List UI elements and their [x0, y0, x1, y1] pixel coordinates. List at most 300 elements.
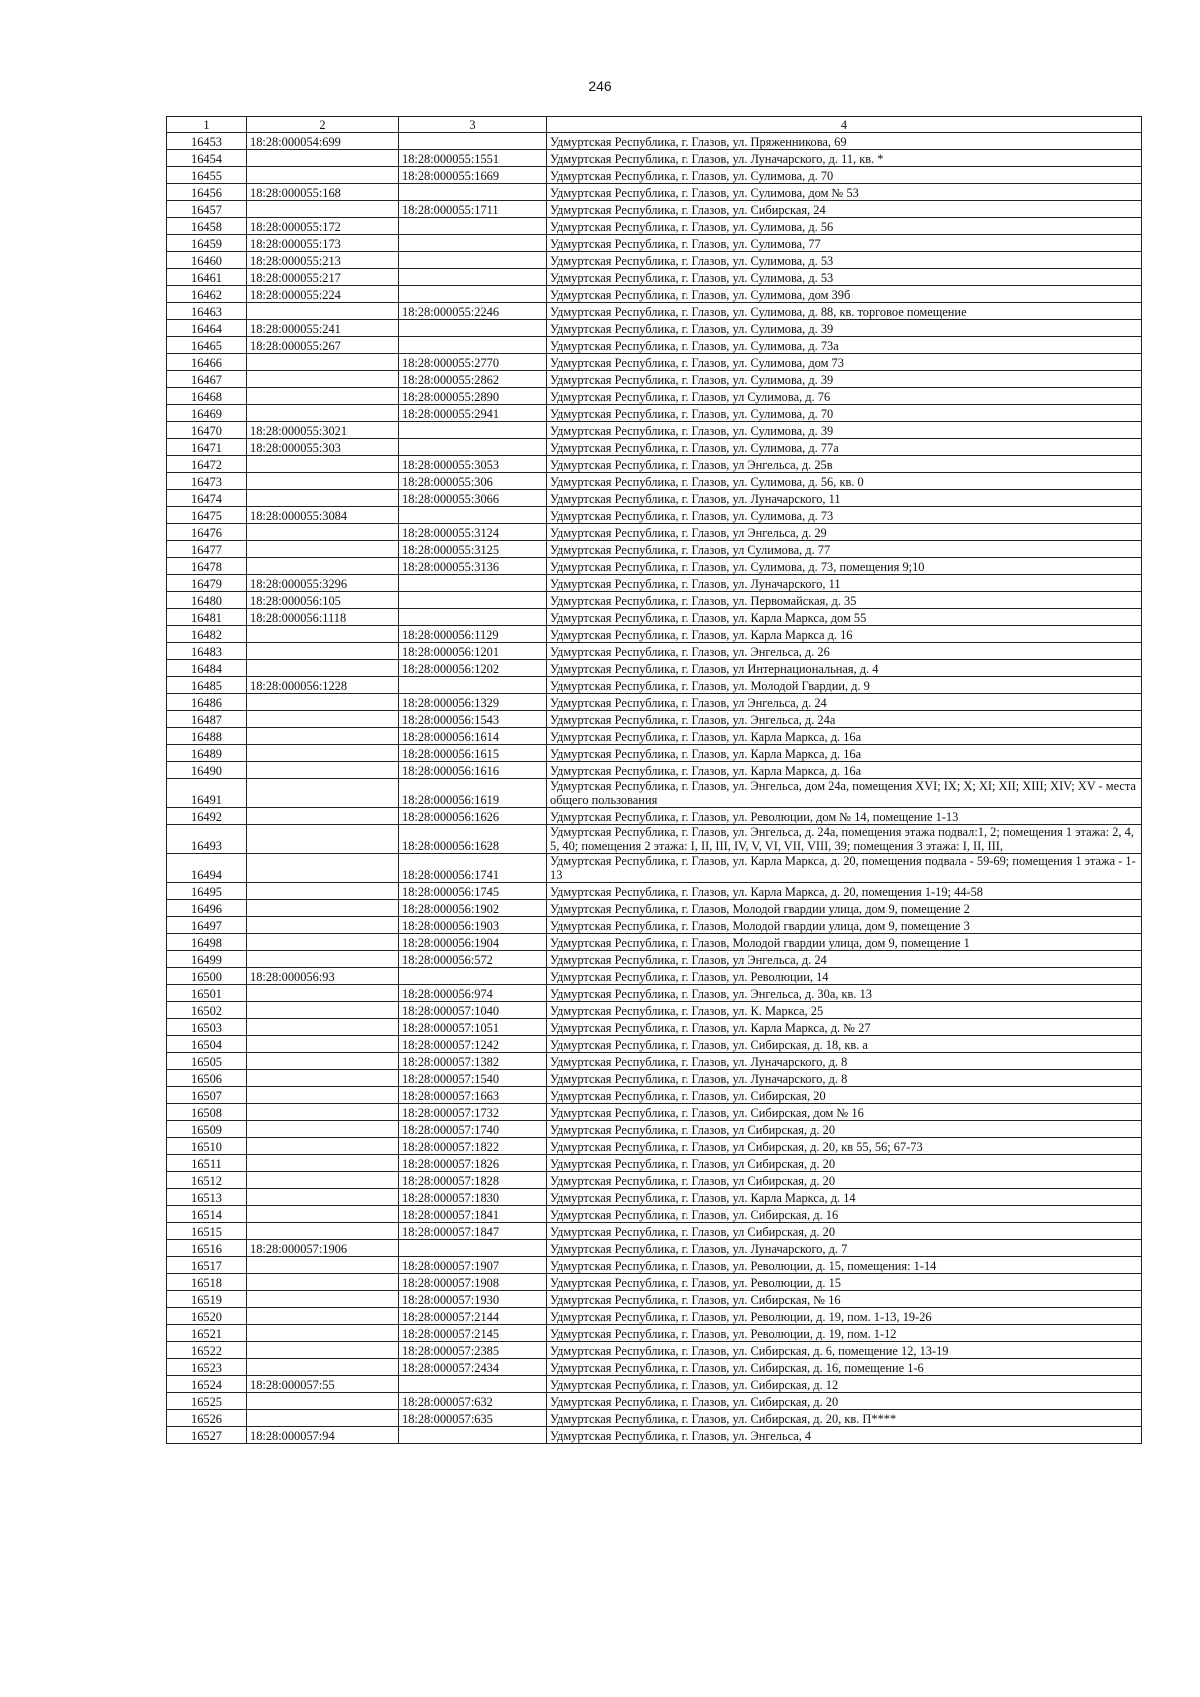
cadastral-number-cell — [247, 388, 399, 405]
address-cell: Удмуртская Республика, г. Глазов, ул. Энгельса, д. 24а — [547, 711, 1142, 728]
building-cadastral-number-cell: 18:28:000056:1616 — [399, 762, 547, 779]
row-number-cell: 16512 — [167, 1172, 247, 1189]
table-row — [167, 762, 1142, 779]
row-number-cell: 16522 — [167, 1342, 247, 1359]
building-cadastral-number-cell: 18:28:000056:1745 — [399, 883, 547, 900]
cadastral-number-cell: 18:28:000055:224 — [247, 286, 399, 303]
table-row — [167, 1223, 1142, 1240]
address-cell: Удмуртская Республика, г. Глазов, ул. Луначарского, 11 — [547, 575, 1142, 592]
table-row — [167, 1019, 1142, 1036]
building-cadastral-number-cell: 18:28:000055:2862 — [399, 371, 547, 388]
cadastral-number-cell — [247, 694, 399, 711]
row-number-cell: 16472 — [167, 456, 247, 473]
building-cadastral-number-cell — [399, 286, 547, 303]
table-row — [167, 1376, 1142, 1393]
address-cell: Удмуртская Республика, г. Глазов, Молодой гвардии улица, дом 9, помещение 2 — [547, 900, 1142, 917]
row-number-cell: 16494 — [167, 854, 247, 883]
address-cell: Удмуртская Республика, г. Глазов, ул Сулимова, д. 76 — [547, 388, 1142, 405]
building-cadastral-number-cell: 18:28:000057:1242 — [399, 1036, 547, 1053]
row-number-cell: 16482 — [167, 626, 247, 643]
table-row — [167, 677, 1142, 694]
cadastral-number-cell — [247, 524, 399, 541]
table-row — [167, 150, 1142, 167]
table-row — [167, 320, 1142, 337]
cadastral-number-cell — [247, 354, 399, 371]
address-cell: Удмуртская Республика, г. Глазов, ул. Сибирская, д. 6, помещение 12, 13-19 — [547, 1342, 1142, 1359]
cadastral-number-cell — [247, 883, 399, 900]
table-row — [167, 711, 1142, 728]
row-number-cell: 16491 — [167, 779, 247, 808]
row-number-cell: 16520 — [167, 1308, 247, 1325]
address-cell: Удмуртская Республика, г. Глазов, ул. Карла Маркса, дом 55 — [547, 609, 1142, 626]
address-cell: Удмуртская Республика, г. Глазов, ул. Луначарского, д. 11, кв. * — [547, 150, 1142, 167]
address-cell: Удмуртская Республика, г. Глазов, ул Сибирская, д. 20 — [547, 1172, 1142, 1189]
table-row — [167, 1291, 1142, 1308]
cadastral-number-cell: 18:28:000054:699 — [247, 133, 399, 150]
table-row — [167, 1087, 1142, 1104]
table-row — [167, 184, 1142, 201]
cadastral-number-cell — [247, 745, 399, 762]
table-row — [167, 337, 1142, 354]
row-number-cell: 16493 — [167, 825, 247, 854]
building-cadastral-number-cell — [399, 133, 547, 150]
address-cell: Удмуртская Республика, г. Глазов, ул. Энгельса, дом 24а, помещения XVI; IX; X; XI; XII; XIII; XIV; XV - места общего пользования — [547, 779, 1142, 808]
building-cadastral-number-cell: 18:28:000057:1540 — [399, 1070, 547, 1087]
building-cadastral-number-cell — [399, 1427, 547, 1444]
address-cell: Удмуртская Республика, г. Глазов, ул. Первомайская, д. 35 — [547, 592, 1142, 609]
address-cell: Удмуртская Республика, г. Глазов, ул. Сибирская, № 16 — [547, 1291, 1142, 1308]
address-cell: Удмуртская Республика, г. Глазов, ул. Сулимова, дом № 53 — [547, 184, 1142, 201]
row-number-cell: 16503 — [167, 1019, 247, 1036]
table-row — [167, 1359, 1142, 1376]
cadastral-number-cell — [247, 201, 399, 218]
row-number-cell: 16460 — [167, 252, 247, 269]
building-cadastral-number-cell: 18:28:000056:1202 — [399, 660, 547, 677]
address-cell: Удмуртская Республика, г. Глазов, ул. Карла Маркса, д. № 27 — [547, 1019, 1142, 1036]
cadastral-number-cell — [247, 643, 399, 660]
row-number-cell: 16453 — [167, 133, 247, 150]
cadastral-number-cell: 18:28:000055:267 — [247, 337, 399, 354]
cadastral-number-cell: 18:28:000056:105 — [247, 592, 399, 609]
cadastral-number-cell — [247, 917, 399, 934]
row-number-cell: 16476 — [167, 524, 247, 541]
row-number-cell: 16495 — [167, 883, 247, 900]
cadastral-number-cell — [247, 1019, 399, 1036]
building-cadastral-number-cell: 18:28:000056:1902 — [399, 900, 547, 917]
cadastral-number-cell: 18:28:000055:172 — [247, 218, 399, 235]
building-cadastral-number-cell: 18:28:000055:306 — [399, 473, 547, 490]
table-row — [167, 1274, 1142, 1291]
table-row — [167, 1393, 1142, 1410]
cadastral-number-cell: 18:28:000055:168 — [247, 184, 399, 201]
building-cadastral-number-cell — [399, 218, 547, 235]
address-cell: Удмуртская Республика, г. Глазов, ул. Луначарского, д. 8 — [547, 1070, 1142, 1087]
row-number-cell: 16465 — [167, 337, 247, 354]
cadastral-number-cell — [247, 808, 399, 825]
row-number-cell: 16481 — [167, 609, 247, 626]
address-cell: Удмуртская Республика, г. Глазов, ул. Революции, д. 19, пом. 1-13, 19-26 — [547, 1308, 1142, 1325]
address-cell: Удмуртская Республика, г. Глазов, ул. Сулимова, д. 53 — [547, 269, 1142, 286]
building-cadastral-number-cell: 18:28:000055:2770 — [399, 354, 547, 371]
address-cell: Удмуртская Республика, г. Глазов, ул Энгельса, д. 25в — [547, 456, 1142, 473]
building-cadastral-number-cell — [399, 235, 547, 252]
cadastral-number-cell — [247, 1036, 399, 1053]
cadastral-number-cell — [247, 1410, 399, 1427]
building-cadastral-number-cell: 18:28:000055:2941 — [399, 405, 547, 422]
address-cell: Удмуртская Республика, г. Глазов, ул. Сулимова, д. 88, кв. торговое помещение — [547, 303, 1142, 320]
cadastral-number-cell — [247, 985, 399, 1002]
cadastral-number-cell — [247, 303, 399, 320]
row-number-cell: 16488 — [167, 728, 247, 745]
building-cadastral-number-cell: 18:28:000056:1614 — [399, 728, 547, 745]
address-cell: Удмуртская Республика, г. Глазов, ул. Сибирская, д. 12 — [547, 1376, 1142, 1393]
building-cadastral-number-cell: 18:28:000057:1830 — [399, 1189, 547, 1206]
table-row — [167, 1172, 1142, 1189]
address-cell: Удмуртская Республика, г. Глазов, ул. Сибирская, 20 — [547, 1087, 1142, 1104]
building-cadastral-number-cell: 18:28:000056:1626 — [399, 808, 547, 825]
table-row — [167, 388, 1142, 405]
address-cell: Удмуртская Республика, г. Глазов, ул Энгельса, д. 24 — [547, 951, 1142, 968]
building-cadastral-number-cell — [399, 592, 547, 609]
building-cadastral-number-cell: 18:28:000055:1669 — [399, 167, 547, 184]
row-number-cell: 16499 — [167, 951, 247, 968]
table-row — [167, 1070, 1142, 1087]
row-number-cell: 16517 — [167, 1257, 247, 1274]
cadastral-number-cell — [247, 1393, 399, 1410]
building-cadastral-number-cell — [399, 575, 547, 592]
row-number-cell: 16505 — [167, 1053, 247, 1070]
address-cell: Удмуртская Республика, г. Глазов, ул. Энгельса, д. 30а, кв. 13 — [547, 985, 1142, 1002]
building-cadastral-number-cell: 18:28:000056:1741 — [399, 854, 547, 883]
row-number-cell: 16508 — [167, 1104, 247, 1121]
cadastral-number-cell — [247, 541, 399, 558]
table-row — [167, 951, 1142, 968]
cadastral-number-cell — [247, 779, 399, 808]
address-cell: Удмуртская Республика, г. Глазов, ул. Пряженникова, 69 — [547, 133, 1142, 150]
cadastral-number-cell: 18:28:000056:93 — [247, 968, 399, 985]
address-cell: Удмуртская Республика, г. Глазов, ул. Сулимова, д. 56 — [547, 218, 1142, 235]
cadastral-number-cell — [247, 473, 399, 490]
address-cell: Удмуртская Республика, г. Глазов, ул. Карла Маркса, д. 16а — [547, 762, 1142, 779]
cadastral-number-cell — [247, 762, 399, 779]
row-number-cell: 16457 — [167, 201, 247, 218]
address-cell: Удмуртская Республика, г. Глазов, ул Энгельса, д. 29 — [547, 524, 1142, 541]
cadastral-number-cell: 18:28:000057:55 — [247, 1376, 399, 1393]
row-number-cell: 16463 — [167, 303, 247, 320]
row-number-cell: 16462 — [167, 286, 247, 303]
building-cadastral-number-cell: 18:28:000055:1551 — [399, 150, 547, 167]
building-cadastral-number-cell — [399, 968, 547, 985]
row-number-cell: 16464 — [167, 320, 247, 337]
cadastral-number-cell — [247, 951, 399, 968]
row-number-cell: 16500 — [167, 968, 247, 985]
building-cadastral-number-cell: 18:28:000057:1930 — [399, 1291, 547, 1308]
table-header-row — [167, 117, 1142, 133]
cadastral-number-cell — [247, 1104, 399, 1121]
table-row — [167, 405, 1142, 422]
table-row — [167, 1308, 1142, 1325]
table-row — [167, 354, 1142, 371]
row-number-cell: 16459 — [167, 235, 247, 252]
address-cell: Удмуртская Республика, г. Глазов, ул. Карла Маркса, д. 16а — [547, 728, 1142, 745]
address-cell: Удмуртская Республика, г. Глазов, ул. Сулимова, д. 39 — [547, 320, 1142, 337]
row-number-cell: 16524 — [167, 1376, 247, 1393]
cadastral-number-cell: 18:28:000055:3084 — [247, 507, 399, 524]
table-row — [167, 779, 1142, 808]
address-cell: Удмуртская Республика, г. Глазов, ул. Сулимова, д. 70 — [547, 405, 1142, 422]
row-number-cell: 16515 — [167, 1223, 247, 1240]
row-number-cell: 16458 — [167, 218, 247, 235]
cadastral-number-cell — [247, 854, 399, 883]
row-number-cell: 16502 — [167, 1002, 247, 1019]
address-cell: Удмуртская Республика, г. Глазов, ул. К. Маркса, 25 — [547, 1002, 1142, 1019]
address-cell: Удмуртская Республика, г. Глазов, ул. Сулимова, д. 70 — [547, 167, 1142, 184]
building-cadastral-number-cell: 18:28:000055:2246 — [399, 303, 547, 320]
building-cadastral-number-cell: 18:28:000055:3136 — [399, 558, 547, 575]
building-cadastral-number-cell: 18:28:000055:3053 — [399, 456, 547, 473]
cadastral-number-cell — [247, 371, 399, 388]
row-number-cell: 16521 — [167, 1325, 247, 1342]
building-cadastral-number-cell: 18:28:000057:1908 — [399, 1274, 547, 1291]
cadastral-number-cell — [247, 660, 399, 677]
address-cell: Удмуртская Республика, г. Глазов, ул. Энгельса, 4 — [547, 1427, 1142, 1444]
cadastral-number-cell — [247, 626, 399, 643]
column-header-4: 4 — [547, 117, 1142, 133]
table-row — [167, 1104, 1142, 1121]
row-number-cell: 16527 — [167, 1427, 247, 1444]
cadastral-number-cell — [247, 490, 399, 507]
cadastral-number-cell: 18:28:000055:173 — [247, 235, 399, 252]
table-row — [167, 575, 1142, 592]
table-row — [167, 422, 1142, 439]
row-number-cell: 16525 — [167, 1393, 247, 1410]
row-number-cell: 16519 — [167, 1291, 247, 1308]
building-cadastral-number-cell: 18:28:000056:974 — [399, 985, 547, 1002]
row-number-cell: 16484 — [167, 660, 247, 677]
address-cell: Удмуртская Республика, г. Глазов, ул. Сулимова, д. 73, помещения 9;10 — [547, 558, 1142, 575]
table-row — [167, 609, 1142, 626]
cadastral-number-cell — [247, 825, 399, 854]
row-number-cell: 16480 — [167, 592, 247, 609]
address-cell: Удмуртская Республика, г. Глазов, ул. Сибирская, д. 20, кв. П**** — [547, 1410, 1142, 1427]
address-cell: Удмуртская Республика, г. Глазов, ул. Революции, д. 15 — [547, 1274, 1142, 1291]
address-cell: Удмуртская Республика, г. Глазов, ул Сулимова, д. 77 — [547, 541, 1142, 558]
table-row — [167, 694, 1142, 711]
table-row — [167, 808, 1142, 825]
building-cadastral-number-cell — [399, 320, 547, 337]
building-cadastral-number-cell: 18:28:000057:635 — [399, 1410, 547, 1427]
table-row — [167, 1240, 1142, 1257]
table-row — [167, 456, 1142, 473]
table-row — [167, 825, 1142, 854]
row-number-cell: 16479 — [167, 575, 247, 592]
address-cell: Удмуртская Республика, г. Глазов, ул Интернациональная, д. 4 — [547, 660, 1142, 677]
cadastral-number-cell — [247, 1002, 399, 1019]
address-cell: Удмуртская Республика, г. Глазов, ул. Сибирская, д. 16, помещение 1-6 — [547, 1359, 1142, 1376]
address-cell: Удмуртская Республика, г. Глазов, Молодой гвардии улица, дом 9, помещение 3 — [547, 917, 1142, 934]
address-cell: Удмуртская Республика, г. Глазов, ул. Сулимова, д. 73 — [547, 507, 1142, 524]
table-row — [167, 218, 1142, 235]
cadastral-number-cell: 18:28:000055:213 — [247, 252, 399, 269]
building-cadastral-number-cell: 18:28:000056:1201 — [399, 643, 547, 660]
building-cadastral-number-cell: 18:28:000057:1847 — [399, 1223, 547, 1240]
table-row — [167, 167, 1142, 184]
cadastral-number-cell — [247, 1155, 399, 1172]
address-cell: Удмуртская Республика, г. Глазов, ул. Революции, дом № 14, помещение 1-13 — [547, 808, 1142, 825]
table-row — [167, 1036, 1142, 1053]
cadastral-number-cell — [247, 1223, 399, 1240]
row-number-cell: 16467 — [167, 371, 247, 388]
building-cadastral-number-cell: 18:28:000057:1740 — [399, 1121, 547, 1138]
cadastral-number-cell: 18:28:000055:303 — [247, 439, 399, 456]
cadastral-number-cell: 18:28:000056:1118 — [247, 609, 399, 626]
address-cell: Удмуртская Республика, г. Глазов, ул. Карла Маркса д. 16 — [547, 626, 1142, 643]
building-cadastral-number-cell: 18:28:000055:2890 — [399, 388, 547, 405]
table-row — [167, 286, 1142, 303]
row-number-cell: 16507 — [167, 1087, 247, 1104]
address-cell: Удмуртская Республика, г. Глазов, ул. Сулимова, д. 53 — [547, 252, 1142, 269]
row-number-cell: 16513 — [167, 1189, 247, 1206]
building-cadastral-number-cell: 18:28:000055:1711 — [399, 201, 547, 218]
address-cell: Удмуртская Республика, г. Глазов, ул. Молодой Гвардии, д. 9 — [547, 677, 1142, 694]
address-cell: Удмуртская Республика, г. Глазов, ул Сибирская, д. 20 — [547, 1223, 1142, 1240]
table-row — [167, 854, 1142, 883]
address-cell: Удмуртская Республика, г. Глазов, ул. Сулимова, дом 73 — [547, 354, 1142, 371]
table-row — [167, 201, 1142, 218]
row-number-cell: 16490 — [167, 762, 247, 779]
building-cadastral-number-cell: 18:28:000057:2385 — [399, 1342, 547, 1359]
address-cell: Удмуртская Республика, г. Глазов, ул. Сулимова, д. 77а — [547, 439, 1142, 456]
row-number-cell: 16526 — [167, 1410, 247, 1427]
address-cell: Удмуртская Республика, г. Глазов, ул. Сибирская, д. 16 — [547, 1206, 1142, 1223]
address-cell: Удмуртская Республика, г. Глазов, ул. Луначарского, д. 8 — [547, 1053, 1142, 1070]
building-cadastral-number-cell: 18:28:000057:1051 — [399, 1019, 547, 1036]
address-cell: Удмуртская Республика, г. Глазов, ул. Луначарского, 11 — [547, 490, 1142, 507]
cadastral-number-cell: 18:28:000056:1228 — [247, 677, 399, 694]
table-row — [167, 592, 1142, 609]
cadastral-number-cell — [247, 1053, 399, 1070]
building-cadastral-number-cell: 18:28:000055:3125 — [399, 541, 547, 558]
building-cadastral-number-cell: 18:28:000056:1329 — [399, 694, 547, 711]
table-row — [167, 1002, 1142, 1019]
table-row — [167, 303, 1142, 320]
table-row — [167, 1121, 1142, 1138]
building-cadastral-number-cell: 18:28:000057:2144 — [399, 1308, 547, 1325]
table-row — [167, 133, 1142, 150]
table-row — [167, 269, 1142, 286]
building-cadastral-number-cell — [399, 677, 547, 694]
address-cell: Удмуртская Республика, г. Глазов, ул. Сибирская, д. 20 — [547, 1393, 1142, 1410]
row-number-cell: 16478 — [167, 558, 247, 575]
address-cell: Удмуртская Республика, г. Глазов, ул Сибирская, д. 20 — [547, 1121, 1142, 1138]
table-row — [167, 541, 1142, 558]
building-cadastral-number-cell: 18:28:000057:1663 — [399, 1087, 547, 1104]
building-cadastral-number-cell — [399, 184, 547, 201]
row-number-cell: 16461 — [167, 269, 247, 286]
building-cadastral-number-cell: 18:28:000057:2145 — [399, 1325, 547, 1342]
building-cadastral-number-cell — [399, 507, 547, 524]
cadastral-number-cell — [247, 1257, 399, 1274]
address-cell: Удмуртская Республика, г. Глазов, ул. Сулимова, д. 73а — [547, 337, 1142, 354]
building-cadastral-number-cell: 18:28:000056:1615 — [399, 745, 547, 762]
building-cadastral-number-cell — [399, 1240, 547, 1257]
building-cadastral-number-cell: 18:28:000056:1903 — [399, 917, 547, 934]
building-cadastral-number-cell: 18:28:000056:572 — [399, 951, 547, 968]
address-cell: Удмуртская Республика, г. Глазов, ул. Сулимова, дом 39б — [547, 286, 1142, 303]
table-row — [167, 1155, 1142, 1172]
row-number-cell: 16506 — [167, 1070, 247, 1087]
cadastral-number-cell: 18:28:000055:241 — [247, 320, 399, 337]
row-number-cell: 16469 — [167, 405, 247, 422]
address-cell: Удмуртская Республика, г. Глазов, ул. Сулимова, 77 — [547, 235, 1142, 252]
address-cell: Удмуртская Республика, г. Глазов, ул. Луначарского, д. 7 — [547, 1240, 1142, 1257]
cadastral-number-cell — [247, 1206, 399, 1223]
building-cadastral-number-cell: 18:28:000056:1904 — [399, 934, 547, 951]
address-cell: Удмуртская Республика, г. Глазов, ул Сибирская, д. 20 — [547, 1155, 1142, 1172]
address-cell: Удмуртская Республика, г. Глазов, ул Сибирская, д. 20, кв 55, 56; 67-73 — [547, 1138, 1142, 1155]
address-cell: Удмуртская Республика, г. Глазов, ул. Революции, д. 15, помещения: 1-14 — [547, 1257, 1142, 1274]
building-cadastral-number-cell — [399, 1376, 547, 1393]
cadastral-number-cell — [247, 1291, 399, 1308]
address-cell: Удмуртская Республика, г. Глазов, ул. Революции, 14 — [547, 968, 1142, 985]
cadastral-number-cell — [247, 711, 399, 728]
cadastral-number-cell — [247, 1121, 399, 1138]
address-cell: Удмуртская Республика, г. Глазов, ул. Энгельса, д. 24а, помещения этажа подвал:1, 2; помещения 1 этажа: 2, 4, 5, 40; помещения 2 этажа: I, II, III, IV, V, VI, VII, VIII, 39; помещения 3 этажа: I, II, III, — [547, 825, 1142, 854]
address-cell: Удмуртская Республика, г. Глазов, Молодой гвардии улица, дом 9, помещение 1 — [547, 934, 1142, 951]
address-cell: Удмуртская Республика, г. Глазов, ул. Сулимова, д. 56, кв. 0 — [547, 473, 1142, 490]
row-number-cell: 16497 — [167, 917, 247, 934]
table-row — [167, 745, 1142, 762]
table-row — [167, 558, 1142, 575]
building-cadastral-number-cell — [399, 337, 547, 354]
table-row — [167, 968, 1142, 985]
building-cadastral-number-cell: 18:28:000055:3066 — [399, 490, 547, 507]
row-number-cell: 16486 — [167, 694, 247, 711]
building-cadastral-number-cell — [399, 439, 547, 456]
building-cadastral-number-cell: 18:28:000056:1628 — [399, 825, 547, 854]
building-cadastral-number-cell: 18:28:000056:1129 — [399, 626, 547, 643]
building-cadastral-number-cell — [399, 422, 547, 439]
table-row — [167, 1257, 1142, 1274]
table-row — [167, 1138, 1142, 1155]
address-cell: Удмуртская Республика, г. Глазов, ул. Революции, д. 19, пом. 1-12 — [547, 1325, 1142, 1342]
table-row — [167, 1189, 1142, 1206]
cadastral-number-cell — [247, 1070, 399, 1087]
row-number-cell: 16509 — [167, 1121, 247, 1138]
cadastral-number-cell — [247, 934, 399, 951]
cadastral-number-cell — [247, 456, 399, 473]
building-cadastral-number-cell — [399, 252, 547, 269]
row-number-cell: 16483 — [167, 643, 247, 660]
table-row — [167, 371, 1142, 388]
row-number-cell: 16473 — [167, 473, 247, 490]
cadastral-number-cell — [247, 900, 399, 917]
cadastral-number-cell — [247, 405, 399, 422]
row-number-cell: 16455 — [167, 167, 247, 184]
cadastral-number-cell — [247, 728, 399, 745]
table-row — [167, 252, 1142, 269]
row-number-cell: 16487 — [167, 711, 247, 728]
cadastral-number-cell — [247, 1172, 399, 1189]
cadastral-number-cell — [247, 167, 399, 184]
row-number-cell: 16475 — [167, 507, 247, 524]
row-number-cell: 16516 — [167, 1240, 247, 1257]
table-row — [167, 660, 1142, 677]
row-number-cell: 16498 — [167, 934, 247, 951]
row-number-cell: 16523 — [167, 1359, 247, 1376]
row-number-cell: 16504 — [167, 1036, 247, 1053]
table-row — [167, 1342, 1142, 1359]
